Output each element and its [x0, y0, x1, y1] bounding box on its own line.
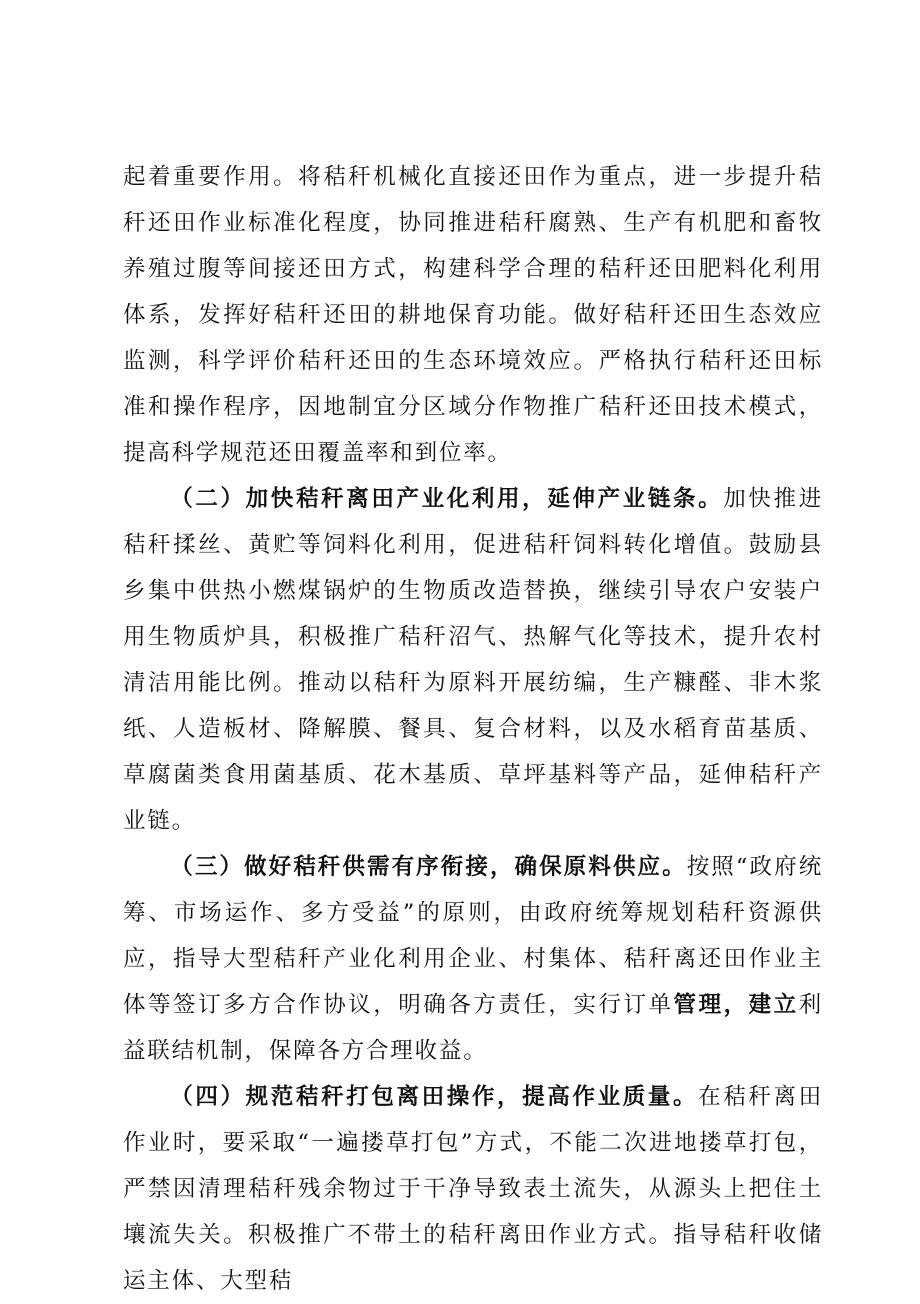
paragraph-1-text: 起着重要作用。将秸秆机械化直接还田作为重点，进一步提升秸秆还田作业标准化程度，协同推进秸秆腐熟、生产有机肥和畜牧养殖过腹等间接还田方式，构建科学合理的秸秆还田肥料化利用体系，发挥好秸秆还田的耕地保育功能。做好秸秆还田生态效应监测，科学评价秸秆还田的生态环境效应。严格执行秸秆还田标准和操作程序，因地制宜分区域分作物推广秸秆还田技术模式，提高科学规范还田覆盖率和到位率。 — [123, 164, 823, 466]
paragraph-3-emphasis: 管理，建立 — [673, 992, 799, 1018]
paragraph-4-text: 在秸秆离田作业时，要采取“一遍搂草打包”方式，不能二次进地搂草打包，严禁因清理秸秆残余物过于干净导致表土流失，从源头上把住土壤流失关。积极推广不带土的秸秆离田作业方式。指导秸秆收储运主体、大型秸 — [123, 1084, 823, 1294]
paragraph-2-heading: （二）加快秸秆离田产业化利用，延伸产业链条。 — [170, 486, 724, 512]
paragraph-1 — [123, 154, 823, 476]
paragraph-2-text: 加快推进秸秆揉丝、黄贮等饲料化利用，促进秸秆饲料转化增值。鼓励县乡集中供热小燃煤锅炉的生物质改造替换，继续引导农户安装户用生物质炉具，积极推广秸秆沼气、热解气化等技术，提升农村清洁用能比例。推动以秸秆为原料开展纺编，生产糠醛、非木浆纸、人造板材、降解膜、餐具、复合材料，以及水稻育苗基质、草腐菌类食用菌基质、花木基质、草坪基料等产品，延伸秸秆产业链。 — [123, 486, 823, 834]
paragraph-3-text-a: 按照“政府统筹、市场运作、多方受益”的原则，由政府统筹规划秸秆资源供应，指导大型秸秆产业化利用企业、村集体、秸秆离还田作业主体等签订多方合作协议，明确各方责任，实行订单 — [123, 854, 823, 1018]
paragraph-3-heading: （三）做好秸秆供需有序衔接，确保原料供应。 — [170, 854, 687, 880]
paragraph-4-heading: （四）规范秸秆打包离田操作，提高作业质量。 — [170, 1084, 699, 1110]
document-body — [123, 154, 823, 1304]
paragraph-4 — [123, 1074, 823, 1304]
paragraph-2 — [123, 476, 823, 844]
paragraph-3-text-b: 利益联结机制，保障各方合理收益。 — [123, 992, 823, 1064]
paragraph-3 — [123, 844, 823, 1074]
